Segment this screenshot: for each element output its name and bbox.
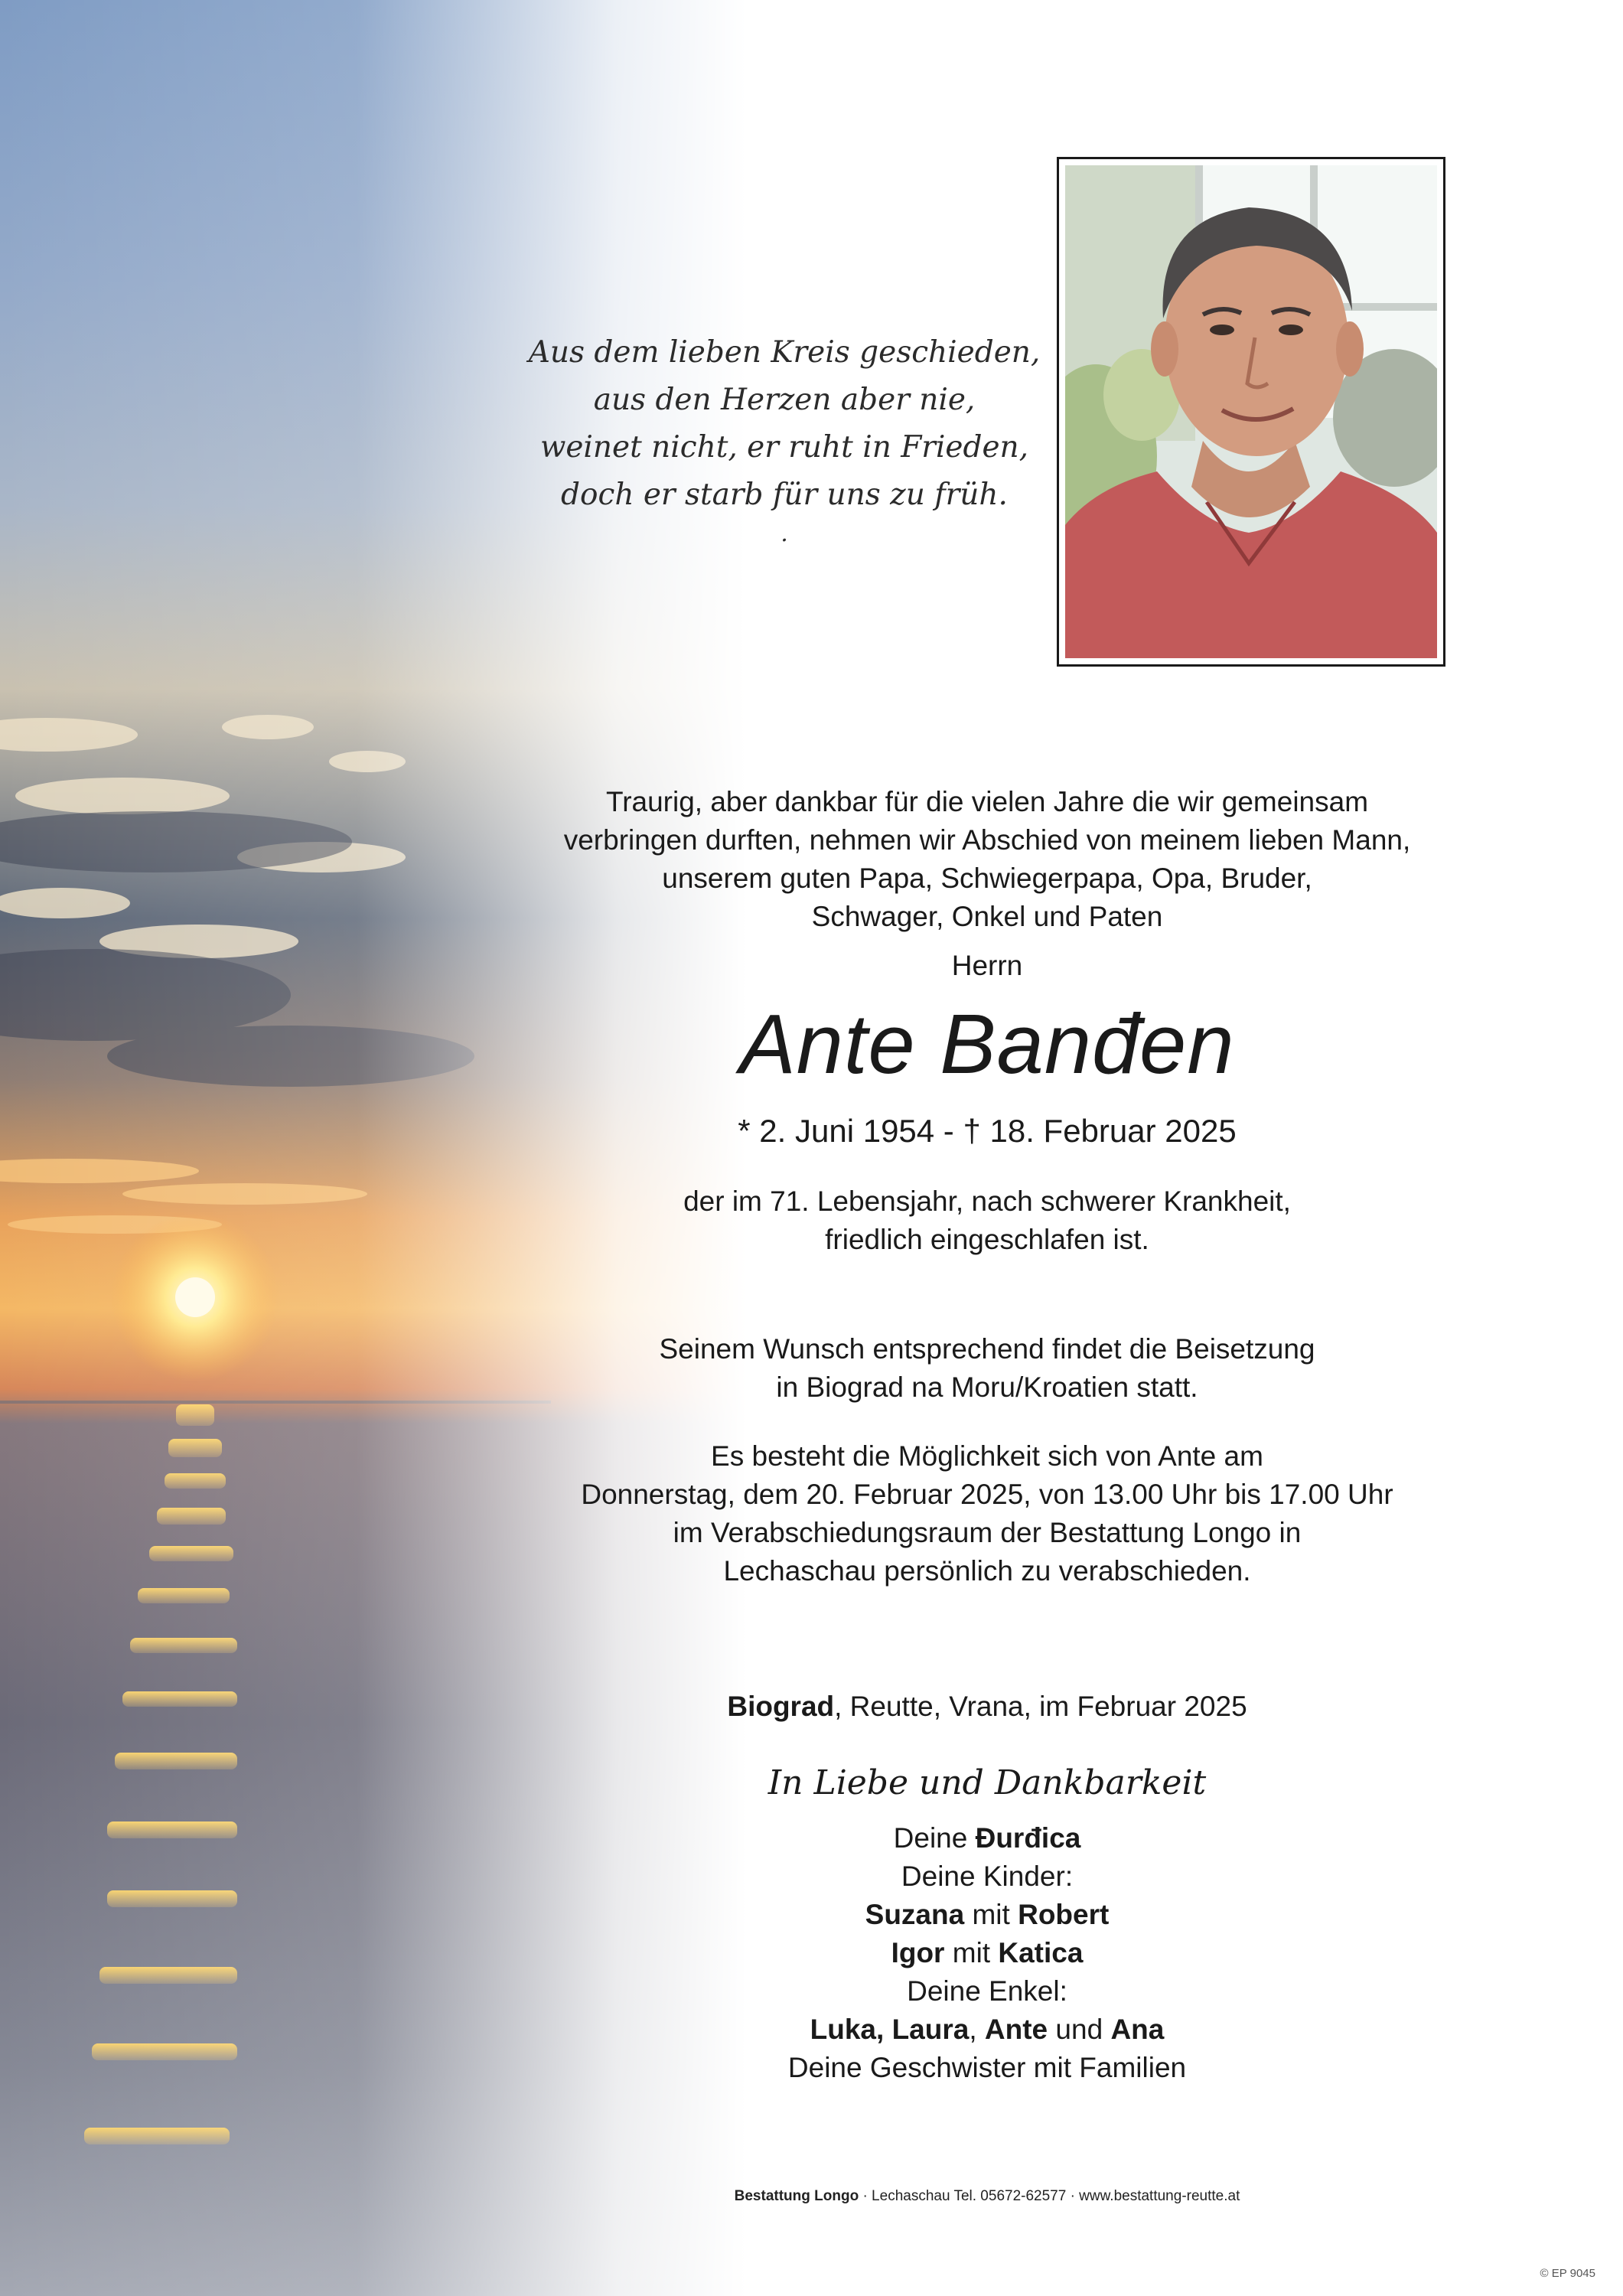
farewell-line: Donnerstag, dem 20. Februar 2025, von 13.00 Uhr bis 17.00 Uhr [581,1479,1393,1510]
poem-line: aus den Herzen aber nie, [593,383,976,417]
farewell-line: im Verabschiedungsraum der Bestattung Longo in [673,1517,1302,1548]
intro-text [474,783,1500,936]
wife-name: Đurđica [975,1822,1081,1854]
poem-dot: . [781,520,788,547]
grandchildren-label: Deine Enkel: [907,1975,1067,2007]
deceased-name: Ante Banđen [739,997,1235,1091]
wife-prefix: Deine [893,1822,976,1854]
children-label: Deine Kinder: [901,1861,1074,1892]
age-text [474,1182,1500,1259]
age-line: friedlich eingeschlafen ist. [825,1224,1149,1255]
burial-text [474,1330,1500,1407]
with-text: mit [964,1899,1018,1930]
footer-details: · Lechaschau Tel. 05672-62577 · www.bestattung-reutte.at [859,2188,1240,2204]
grandchildren-names: Luka, Laura [810,2014,970,2045]
separator: , [969,2014,985,2045]
poem-line: weinet nicht, er ruht in Frieden, [539,430,1029,465]
burial-line: Seinem Wunsch entsprechend findet die Beisetzung [659,1333,1315,1365]
portrait-photo-frame [1057,157,1445,667]
child-name: Suzana [865,1899,965,1930]
farewell-line: Lechaschau persönlich zu verabschieden. [723,1555,1251,1587]
place-rest: , Reutte, Vrana, im Februar 2025 [834,1691,1247,1722]
with-text: mit [944,1937,999,1968]
family-wife [474,1819,1500,1857]
grandchild-name: Ana [1110,2014,1165,2045]
place-bold: Biograd [727,1691,835,1722]
poem-line: Aus dem lieben Kreis geschieden, [528,335,1041,370]
place-and-date [474,1688,1500,1726]
signoff: In Liebe und Dankbarkeit [768,1763,1207,1802]
grandchild-name: Ante [984,2014,1048,2045]
intro-line: verbringen durften, nehmen wir Abschied von meinem lieben Mann, [563,824,1411,856]
burial-line: in Biograd na Moru/Kroatien statt. [776,1371,1198,1403]
memorial-poem [490,329,1079,550]
partner-name: Katica [998,1937,1084,1968]
poem-line: doch er starb für uns zu früh. [561,478,1008,512]
intro-line: Schwager, Onkel und Paten [811,901,1163,932]
footer-company: Bestattung Longo [734,2188,859,2204]
salutation: Herrn [951,950,1023,981]
footer [474,2187,1500,2206]
family-list [474,1819,1500,2087]
intro-line: unserem guten Papa, Schwiegerpapa, Opa, Bruder, [662,863,1312,894]
family-grandchildren [474,2011,1500,2049]
family-child-2 [474,1934,1500,1972]
ep-code: © EP 9045 [1540,2267,1595,2280]
age-line: der im 71. Lebensjahr, nach schwerer Krankheit, [683,1186,1291,1217]
and-text: und [1048,2014,1111,2045]
farewell-text [474,1437,1500,1590]
life-dates: * 2. Juni 1954 - † 18. Februar 2025 [738,1113,1237,1149]
portrait-photo [1065,165,1437,658]
intro-line: Traurig, aber dankbar für die vielen Jahre die wir gemeinsam [605,786,1369,817]
family-child-1 [474,1896,1500,1934]
farewell-line: Es besteht die Möglichkeit sich von Ante am [711,1440,1263,1472]
siblings-line: Deine Geschwister mit Familien [787,2052,1187,2083]
partner-name: Robert [1018,1899,1110,1930]
child-name: Igor [891,1937,945,1968]
